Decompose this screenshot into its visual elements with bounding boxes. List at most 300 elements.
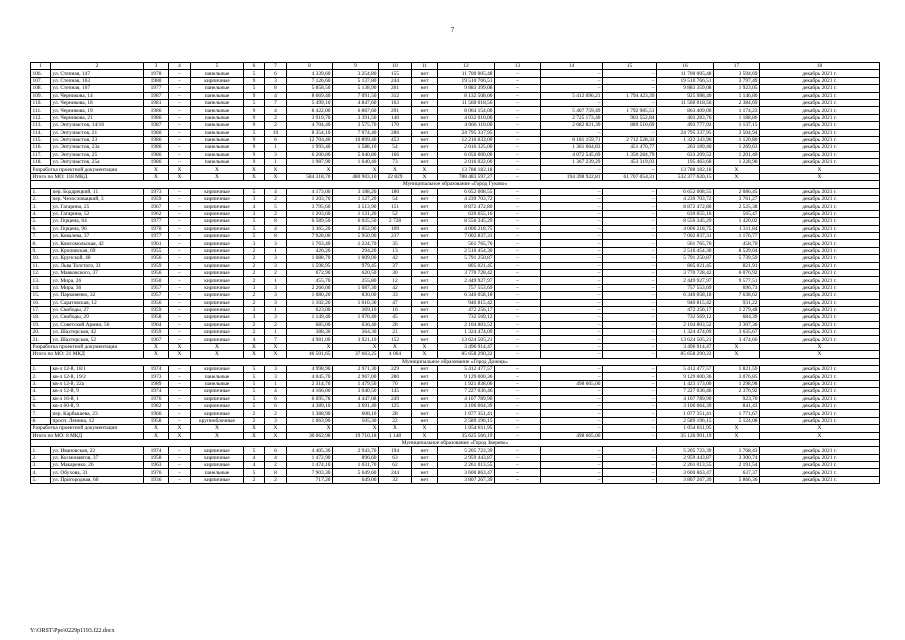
table-cell: 33 [379, 292, 412, 299]
table-cell: 2 [265, 196, 287, 203]
table-cell: 5. [31, 395, 51, 402]
table-cell: 1967 [144, 336, 169, 343]
page-number: 7 [450, 26, 455, 34]
table-cell: 61 707 054,31 [603, 173, 657, 180]
table-cell: 3 919,70 [287, 114, 333, 121]
table-cell: 1973 [144, 373, 169, 380]
table-cell: нет [412, 380, 438, 387]
table-cell: 22 [379, 417, 412, 424]
table-cell: нет [412, 240, 438, 247]
table-cell: 565,47 [714, 210, 760, 217]
table-cell: нет [412, 417, 438, 424]
table-cell: – [495, 203, 541, 210]
table-row [31, 417, 880, 424]
table-cell: 7. [31, 410, 51, 417]
table-cell: – [495, 166, 541, 173]
table-cell: кв-л 12-й, 22а [51, 380, 144, 387]
table-cell: – [603, 417, 657, 424]
table-cell: декабрь 2021 г. [760, 255, 880, 262]
table-cell: 5 [244, 85, 265, 92]
table-cell: – [541, 469, 603, 476]
table-cell: 1 [265, 380, 287, 387]
column-number-cell: 14 [541, 63, 603, 70]
table-cell: X [760, 432, 880, 439]
table-cell: 85 658 290,22 [657, 351, 714, 358]
table-cell: 7 074,40 [333, 129, 379, 136]
table-cell: нет [412, 292, 438, 299]
table-cell: 1. [31, 188, 51, 195]
table-cell: 6 [265, 136, 287, 143]
table-cell: – [169, 269, 191, 276]
table-cell: ул. Мира, 26 [51, 277, 144, 284]
table-cell: – [169, 232, 191, 239]
table-cell: – [603, 314, 657, 321]
table-row [31, 462, 880, 469]
table-cell: 2 261 013,55 [657, 462, 714, 469]
table-cell: 3 504,94 [714, 129, 760, 136]
table-cell: 73 [379, 159, 412, 166]
table-cell: 1 472,90 [287, 454, 333, 461]
table-cell: 2 [265, 410, 287, 417]
table-cell: 11 700 005,48 [657, 70, 714, 77]
table-cell: 7 227 036,46 [657, 388, 714, 395]
table-cell: 2 [265, 321, 287, 328]
table-cell: 4 981,00 [287, 336, 333, 343]
table-cell: 4 389,10 [287, 402, 333, 409]
table-cell: 2 [265, 122, 287, 129]
table-cell: – [603, 410, 657, 417]
table-cell: 2 261 013,55 [438, 462, 495, 469]
table-cell: кирпичные [191, 262, 244, 269]
table-cell: 4 239 703,72 [438, 196, 495, 203]
table-cell: 1958 [144, 454, 169, 461]
table-cell: 113. [31, 122, 51, 129]
table-cell: нет [412, 247, 438, 254]
table-cell: 4. [31, 469, 51, 476]
table-cell: – [603, 476, 657, 483]
table-cell: 47 [379, 299, 412, 306]
table-cell: 7 002 837,31 [438, 232, 495, 239]
table-cell: панельные [191, 122, 244, 129]
table-cell: – [541, 343, 603, 350]
table-cell: 17. [31, 306, 51, 313]
table-cell: 5 791 250,87 [438, 255, 495, 262]
table-cell: 12 [379, 277, 412, 284]
table-cell: 15. [31, 292, 51, 299]
table-cell: декабрь 2021 г. [760, 92, 880, 99]
table-cell: 6 340 058,18 [657, 292, 714, 299]
table-cell: 561 765,76 [438, 240, 495, 247]
table-cell: 1 228,98 [714, 159, 760, 166]
table-cell: – [541, 269, 603, 276]
table-cell: 9 [244, 136, 265, 143]
table-cell: 1955 [144, 247, 169, 254]
table-cell: 3 [244, 196, 265, 203]
table-cell: ул. Шахтерская, 42 [51, 329, 144, 336]
table-cell: X [244, 166, 265, 173]
table-cell: – [169, 329, 191, 336]
table-cell: 649,00 [333, 476, 379, 483]
table-cell: 2 [244, 255, 265, 262]
table-row [31, 247, 880, 254]
table-cell: – [169, 299, 191, 306]
table-cell: нет [412, 269, 438, 276]
table-cell: – [169, 92, 191, 99]
table-cell: ул. Макаренко, 26 [51, 462, 144, 469]
table-cell: 6 025,50 [333, 218, 379, 225]
table-cell: X [287, 425, 333, 432]
table-cell: – [495, 196, 541, 203]
table-cell: – [603, 388, 657, 395]
table-cell: 70 [379, 380, 412, 387]
table-cell: декабрь 2021 г. [760, 299, 880, 306]
table-cell: X [714, 351, 760, 358]
table-cell: 4 998,90 [287, 366, 333, 373]
table-cell: 6 056 000,00 [438, 151, 495, 158]
table-cell: 1 923,05 [714, 85, 760, 92]
table-cell: X [144, 432, 169, 439]
table-cell: – [603, 366, 657, 373]
table-cell: X [265, 425, 287, 432]
table-cell: – [541, 454, 603, 461]
table-cell: 1956 [144, 269, 169, 276]
table-cell: 6 [265, 395, 287, 402]
table-cell: нет [412, 395, 438, 402]
table-cell: нет [412, 447, 438, 454]
table-cell: 9. [31, 247, 51, 254]
table-cell: 6 095,78 [287, 395, 333, 402]
table-cell: – [603, 336, 657, 343]
table-cell: – [495, 388, 541, 395]
table-cell: – [169, 476, 191, 483]
table-cell: 5 138,90 [333, 85, 379, 92]
table-cell: 2 384,69 [714, 99, 760, 106]
table-cell: 19 510 766,51 [438, 77, 495, 84]
table-cell: 8 422,00 [287, 107, 333, 114]
table-cell: 7 638,62 [714, 292, 760, 299]
table-cell: X [144, 351, 169, 358]
table-cell: 1 120,80 [714, 136, 760, 143]
table-cell: панельные [191, 373, 244, 380]
table-cell: – [541, 70, 603, 77]
table-row [31, 188, 880, 195]
table-cell: декабрь 2021 г. [760, 476, 880, 483]
table-cell: 620,50 [333, 269, 379, 276]
table-row [31, 388, 880, 395]
table-cell: 369,10 [333, 306, 379, 313]
table-cell: ул. Гагарина, 52 [51, 210, 144, 217]
table-cell: X [333, 425, 379, 432]
table-cell: 830,00 [333, 292, 379, 299]
table-cell: 4 [265, 92, 287, 99]
table-cell: 2 [244, 476, 265, 483]
table-row [31, 159, 880, 166]
table-row [31, 314, 880, 321]
table-cell: панельные [191, 107, 244, 114]
table-cell: X [191, 425, 244, 432]
table-cell: кирпичные [191, 447, 244, 454]
table-cell: – [169, 159, 191, 166]
table-cell: нет [412, 129, 438, 136]
table-cell: 805 021,45 [438, 262, 495, 269]
table-cell: декабрь 2021 г. [760, 447, 880, 454]
table-cell: 3 [265, 366, 287, 373]
table-cell: 2 104 803,52 [657, 321, 714, 328]
table-cell: 3 [265, 417, 287, 424]
table-cell: 9 883 359,08 [657, 85, 714, 92]
table-cell: 35 126 901,19 [657, 432, 714, 439]
table-cell: – [603, 247, 657, 254]
table-cell: кирпичные [191, 410, 244, 417]
table-cell: декабрь 2021 г. [760, 70, 880, 77]
table-cell: ул. Парковенко, 32 [51, 292, 144, 299]
table-cell: 145 [379, 388, 412, 395]
table-cell: ул. Свободы, 29 [51, 314, 144, 321]
table-cell: 1989 [144, 380, 169, 387]
table-cell: ул. Маяковского, 37 [51, 269, 144, 276]
table-cell: 3. [31, 203, 51, 210]
table-cell: просп. Ленина, 12 [51, 417, 144, 424]
table-cell: X [760, 425, 880, 432]
table-cell: – [169, 85, 191, 92]
table-cell: 1 009,00 [333, 255, 379, 262]
table-cell: нет [412, 144, 438, 151]
table-cell: – [495, 373, 541, 380]
table-cell: 280 [379, 373, 412, 380]
table-cell: 1 479,50 [333, 380, 379, 387]
table-cell: 5 [244, 388, 265, 395]
table-cell: – [495, 454, 541, 461]
table-cell: 16 [379, 306, 412, 313]
table-cell: – [603, 210, 657, 217]
table-cell: – [169, 410, 191, 417]
table-cell: кирпичные [191, 476, 244, 483]
table-cell: 5 412 477,57 [438, 366, 495, 373]
table-cell: 3 795,60 [287, 203, 333, 210]
table-cell: – [541, 210, 603, 217]
table-cell: 1956 [144, 299, 169, 306]
table-row [31, 255, 880, 262]
table-row [31, 395, 880, 402]
table-cell: 1. [31, 447, 51, 454]
table-cell: – [169, 469, 191, 476]
table-cell: 8. [31, 417, 51, 424]
table-cell: 255,80 [333, 277, 379, 284]
table-cell: 10 899,40 [333, 136, 379, 143]
table-cell: – [541, 373, 603, 380]
table-cell: 2 728 [379, 218, 412, 225]
table-cell: 8 132 508,00 [438, 92, 495, 99]
table-cell: панельные [191, 85, 244, 92]
table-cell: 940 815,42 [438, 299, 495, 306]
table-cell: X [144, 173, 169, 180]
table-cell: 5 [244, 232, 265, 239]
table-cell: 4 [265, 107, 287, 114]
table-cell: – [169, 277, 191, 284]
table-cell: декабрь 2021 г. [760, 336, 880, 343]
table-cell: – [495, 247, 541, 254]
table-cell: 2 376,92 [714, 388, 760, 395]
table-cell: 3. [31, 462, 51, 469]
table-cell: 1 070,40 [333, 314, 379, 321]
table-cell: 5 499,10 [287, 99, 333, 106]
table-row [31, 262, 880, 269]
table-cell: нет [412, 70, 438, 77]
table-cell: – [169, 188, 191, 195]
table-cell: 1961 [144, 240, 169, 247]
table-cell: 7 126,60 [287, 77, 333, 84]
table-cell: – [495, 92, 541, 99]
table-cell: нет [412, 321, 438, 328]
table-cell: ул. Крупской, 48 [51, 255, 144, 262]
table-cell: 1 388,90 [287, 410, 333, 417]
table-cell: нет [412, 306, 438, 313]
table-cell: 1 322 343,96 [657, 136, 714, 143]
table-cell: 8 064 154,00 [438, 107, 495, 114]
table-cell: кирпичные [191, 232, 244, 239]
table-cell: 5 [244, 373, 265, 380]
table-cell: – [603, 469, 657, 476]
summary-row [31, 343, 880, 350]
table-cell: – [169, 306, 191, 313]
table-cell: X [191, 166, 244, 173]
table-cell: X [714, 432, 760, 439]
table-cell: X [244, 343, 265, 350]
table-cell: 180 [379, 188, 412, 195]
table-cell: – [495, 321, 541, 328]
table-cell: панельные [191, 114, 244, 121]
table-cell: – [495, 210, 541, 217]
table-cell: 1 794 423,39 [603, 92, 657, 99]
table-row [31, 410, 880, 417]
table-cell: 3 807 267,39 [657, 476, 714, 483]
table-cell: 940 815,42 [657, 299, 714, 306]
table-cell: 732 569,12 [657, 314, 714, 321]
table-cell: 8 872 472,80 [657, 203, 714, 210]
municipality-name: Муниципальное образование «Город Гуково» [31, 181, 880, 188]
table-cell: 5 [244, 225, 265, 232]
table-cell: 1987 [144, 92, 169, 99]
table-cell: 152 [379, 336, 412, 343]
table-cell: кирпичные [191, 321, 244, 328]
table-cell: 249 [379, 395, 412, 402]
table-cell: 6 652 008,55 [438, 188, 495, 195]
table-cell: 6 652 008,55 [657, 188, 714, 195]
table-cell: X [169, 351, 191, 358]
table-cell: 1 588,10 [333, 144, 379, 151]
table-cell: – [541, 284, 603, 291]
table-cell: кв-л 60-й, 9 [51, 402, 144, 409]
table-cell: 3 [265, 255, 287, 262]
table-cell: 388,30 [287, 329, 333, 336]
table-row [31, 77, 880, 84]
table-cell: – [169, 129, 191, 136]
table-cell: – [169, 151, 191, 158]
table-cell: 3 [244, 284, 265, 291]
table-cell: 12. [31, 269, 51, 276]
table-cell: 5 649,60 [333, 469, 379, 476]
table-cell: – [603, 402, 657, 409]
table-cell: 1 054 811,95 [438, 425, 495, 432]
table-cell: декабрь 2021 г. [760, 314, 880, 321]
table-cell: 672,90 [287, 269, 333, 276]
table-cell: пер. Чехословацкий, 3 [51, 196, 144, 203]
table-cell: – [541, 425, 603, 432]
table-cell: 140 [379, 114, 412, 121]
table-cell: 480 903,10 [333, 173, 379, 180]
column-number-cell: 7 [265, 63, 287, 70]
table-cell: 696,73 [714, 284, 760, 291]
municipality-header-row [31, 358, 880, 365]
table-cell: 2 [265, 114, 287, 121]
table-cell: – [495, 410, 541, 417]
table-row [31, 232, 880, 239]
table-cell: 6 [265, 402, 287, 409]
table-cell: – [603, 262, 657, 269]
table-cell: 8 [265, 218, 287, 225]
table-cell: ул. Энтузиастов, 25 [51, 151, 144, 158]
table-cell: 291 [379, 107, 412, 114]
table-cell: 1982 [144, 402, 169, 409]
table-cell: 896,60 [333, 454, 379, 461]
table-cell: – [495, 402, 541, 409]
table-cell: 6 589,50 [287, 218, 333, 225]
table-cell: 2 943,70 [333, 447, 379, 454]
table-cell: 636,40 [333, 321, 379, 328]
table-cell: нет [412, 410, 438, 417]
table-cell: 2 266,00 [287, 284, 333, 291]
table-cell: – [541, 129, 603, 136]
table-cell: 584 318,70 [287, 173, 333, 180]
table-cell: 1 131,20 [333, 210, 379, 217]
table-cell: 5. [31, 218, 51, 225]
table-cell: декабрь 2021 г. [760, 99, 880, 106]
table-cell: 1 224,70 [333, 240, 379, 247]
table-row [31, 476, 880, 483]
table-cell: 2. [31, 196, 51, 203]
table-cell: 4 405,30 [287, 447, 333, 454]
table-cell: декабрь 2021 г. [760, 292, 880, 299]
table-cell: 163 [379, 99, 412, 106]
table-cell: 28 [379, 410, 412, 417]
table-cell: 30 062,98 [287, 432, 333, 439]
table-cell: кирпичные [191, 77, 244, 84]
table-cell: 1980 [144, 77, 169, 84]
table-cell: декабрь 2021 г. [760, 373, 880, 380]
table-cell: 1966 [144, 410, 169, 417]
table-cell: 45 [379, 314, 412, 321]
table-cell: X [169, 432, 191, 439]
table-cell: кв-л 12-й, 19/2 [51, 373, 144, 380]
table-cell: 1 [265, 159, 287, 166]
table-cell: 3 254,80 [333, 70, 379, 77]
column-number-cell: 6 [244, 63, 265, 70]
table-cell: ул. Энтузиастов, 23 [51, 136, 144, 143]
table-cell: 1974 [144, 447, 169, 454]
table-cell: ул. Саратовская, 12 [51, 299, 144, 306]
table-cell: нет [412, 203, 438, 210]
table-cell: 6. [31, 225, 51, 232]
table-cell: декабрь 2021 г. [760, 277, 880, 284]
table-cell: нет [412, 159, 438, 166]
table-cell: 1 [265, 277, 287, 284]
table-cell: кирпичные [191, 225, 244, 232]
table-cell: 1 763,40 [287, 240, 333, 247]
table-cell: 1 367 239,29 [541, 159, 603, 166]
table-cell: панельные [191, 159, 244, 166]
table-cell: X [144, 166, 169, 173]
table-cell: – [603, 129, 657, 136]
